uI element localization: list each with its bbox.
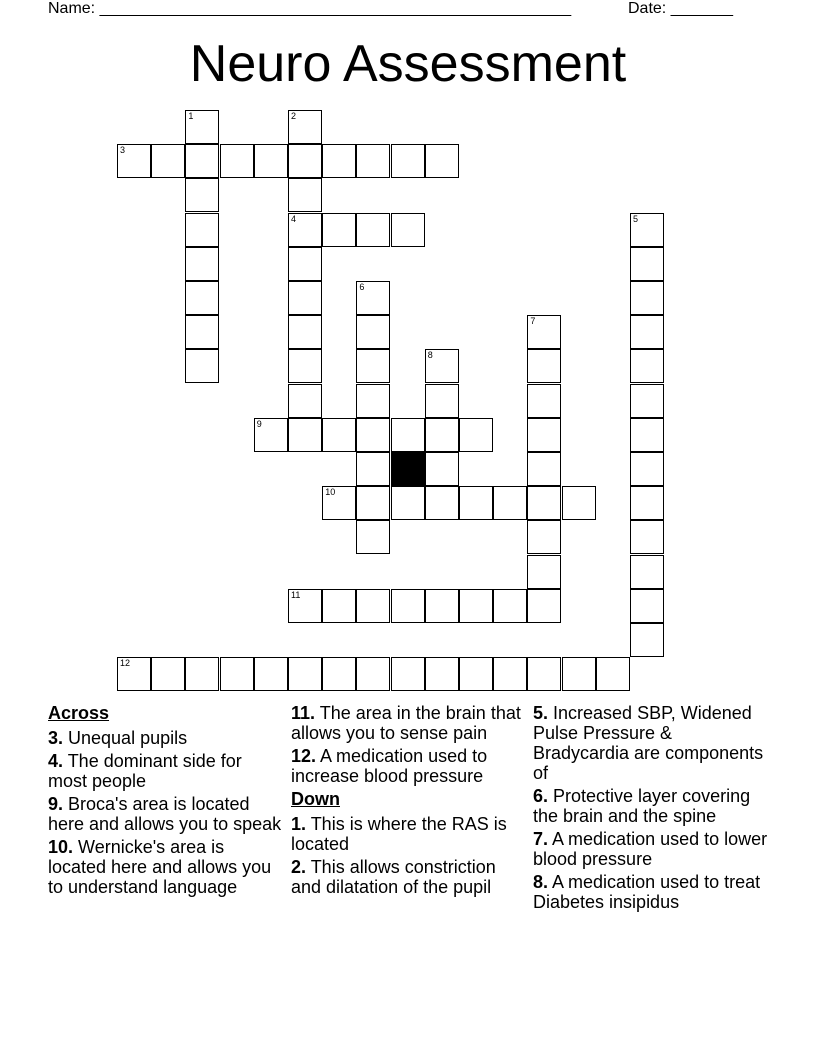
grid-cell[interactable]	[288, 384, 322, 418]
clue-number: 5	[633, 213, 639, 224]
grid-cell[interactable]	[117, 144, 151, 178]
grid-cell[interactable]	[288, 281, 322, 315]
grid-cell[interactable]	[185, 315, 219, 349]
grid-cell[interactable]	[391, 144, 425, 178]
black-cell	[391, 452, 425, 486]
grid-cell[interactable]	[356, 452, 390, 486]
clue-number: 7	[530, 316, 536, 327]
clue-number: 11	[291, 589, 301, 600]
grid-cell[interactable]	[185, 178, 219, 212]
grid-cell[interactable]	[254, 418, 288, 452]
clue-number: 3	[120, 145, 126, 156]
grid-cell[interactable]	[288, 315, 322, 349]
grid-cell[interactable]	[630, 418, 664, 452]
grid-cell[interactable]	[288, 247, 322, 281]
grid-cell[interactable]	[562, 486, 596, 520]
grid-cell[interactable]	[288, 349, 322, 383]
grid-cell[interactable]	[288, 144, 322, 178]
grid-cell[interactable]	[459, 418, 493, 452]
down-heading: Down	[291, 789, 340, 809]
clues-column-3	[533, 703, 769, 915]
grid-cell[interactable]	[356, 486, 390, 520]
page-title: Neuro Assessment	[189, 35, 627, 93]
grid-cell[interactable]	[288, 657, 322, 691]
grid-cell[interactable]	[254, 144, 288, 178]
grid-cell[interactable]	[391, 213, 425, 247]
grid-cell[interactable]	[630, 315, 664, 349]
clue-across-11: 11. The area in the brain that allows you to sense pain	[291, 703, 521, 743]
clue-across-9: 9. Broca's area is located here and allows you to speak	[48, 794, 282, 834]
clue-number: 2	[291, 111, 297, 121]
grid-cell[interactable]	[596, 657, 630, 691]
clue-down-5: 5. Increased SBP, Widened Pulse Pressure & Bradycardia are components of	[533, 703, 764, 783]
clue-down-2: 2. This allows constriction and dilatation of the pupil	[291, 857, 496, 897]
grid-cell[interactable]	[356, 589, 390, 623]
grid-cell[interactable]	[527, 315, 561, 349]
grid-cell[interactable]	[630, 213, 664, 247]
grid-cell[interactable]	[425, 384, 459, 418]
grid-cell[interactable]	[185, 213, 219, 247]
grid-cell[interactable]	[117, 657, 151, 691]
grid-cell[interactable]	[527, 520, 561, 554]
grid-cell[interactable]	[425, 349, 459, 383]
grid-cell[interactable]	[459, 657, 493, 691]
clues-column-1	[48, 703, 284, 900]
grid-cell[interactable]	[356, 384, 390, 418]
clue-number: 1	[188, 111, 194, 121]
grid-cell[interactable]	[425, 144, 459, 178]
grid-cell[interactable]	[185, 281, 219, 315]
grid-cell[interactable]	[630, 349, 664, 383]
clue-across-3: 3. Unequal pupils	[48, 728, 188, 748]
clue-number: 10	[325, 487, 336, 498]
grid-cell[interactable]	[630, 589, 664, 623]
grid-cell[interactable]	[493, 486, 527, 520]
grid-cell[interactable]	[322, 144, 356, 178]
grid-cell[interactable]	[391, 589, 425, 623]
grid-cell[interactable]	[322, 657, 356, 691]
grid-cell[interactable]	[630, 452, 664, 486]
clue-down-8: 8. A medication used to treat Diabetes insipidus	[533, 872, 761, 912]
grid-cell[interactable]	[527, 555, 561, 589]
grid-cell[interactable]	[630, 281, 664, 315]
clue-number: 6	[359, 282, 365, 292]
grid-cell[interactable]	[356, 315, 390, 349]
grid-cell[interactable]	[425, 657, 459, 691]
grid-cell[interactable]	[630, 623, 664, 657]
clue-across-12: 12. A medication used to increase blood pressure	[291, 746, 488, 786]
grid-cell[interactable]	[185, 657, 219, 691]
clue-down-6: 6. Protective layer covering the brain and the spine	[533, 786, 751, 826]
grid-cell[interactable]	[220, 657, 254, 691]
grid-cell[interactable]	[459, 486, 493, 520]
grid-cell[interactable]	[459, 589, 493, 623]
clue-across-4: 4. The dominant side for most people	[48, 751, 242, 791]
grid-cell[interactable]	[356, 281, 390, 315]
clue-down-7: 7. A medication used to lower blood pressure	[533, 829, 768, 869]
grid-cell[interactable]	[562, 657, 596, 691]
grid-cell[interactable]	[425, 418, 459, 452]
grid-cell[interactable]	[425, 452, 459, 486]
grid-cell[interactable]	[220, 144, 254, 178]
grid-cell[interactable]	[185, 349, 219, 383]
grid-cell[interactable]	[356, 520, 390, 554]
grid-cell[interactable]	[288, 110, 322, 144]
date-field[interactable]: Date: _______	[628, 0, 733, 17]
clue-number: 4	[291, 213, 297, 224]
grid-cell[interactable]	[356, 418, 390, 452]
clues-column-2	[291, 703, 527, 900]
grid-cell[interactable]	[527, 657, 561, 691]
grid-cell[interactable]	[630, 520, 664, 554]
grid-cell[interactable]	[527, 589, 561, 623]
grid-cell[interactable]	[391, 486, 425, 520]
grid-cell[interactable]	[288, 178, 322, 212]
grid-cell[interactable]	[630, 486, 664, 520]
clue-number: 9	[256, 418, 262, 429]
grid-cell[interactable]	[527, 452, 561, 486]
grid-cell[interactable]	[493, 589, 527, 623]
grid-cell[interactable]	[288, 589, 322, 623]
grid-cell[interactable]	[288, 213, 322, 247]
grid-cell[interactable]	[322, 589, 356, 623]
grid-cell[interactable]	[151, 144, 185, 178]
grid-cell[interactable]	[185, 110, 219, 144]
grid-cell[interactable]	[527, 486, 561, 520]
grid-cell[interactable]	[254, 657, 288, 691]
clue-across-10: 10. Wernicke's area is located here and allows you to understand language	[48, 837, 272, 897]
grid-cell[interactable]	[288, 418, 322, 452]
grid-cell[interactable]	[391, 418, 425, 452]
grid-cell[interactable]	[322, 213, 356, 247]
grid-cell[interactable]	[527, 418, 561, 452]
grid-cell[interactable]	[185, 247, 219, 281]
grid-cell[interactable]	[527, 349, 561, 383]
grid-cell[interactable]	[356, 349, 390, 383]
grid-cell[interactable]	[630, 555, 664, 589]
grid-cell[interactable]	[630, 384, 664, 418]
grid-cell[interactable]	[356, 657, 390, 691]
grid-cell[interactable]	[356, 213, 390, 247]
grid-cell[interactable]	[630, 247, 664, 281]
grid-cell[interactable]	[151, 657, 185, 691]
across-heading: Across	[48, 703, 110, 723]
grid-cell[interactable]	[185, 144, 219, 178]
name-field[interactable]: Name: _____________________________________________________	[48, 0, 572, 17]
grid-cell[interactable]	[322, 486, 356, 520]
grid-cell[interactable]	[527, 384, 561, 418]
grid-cell[interactable]	[322, 418, 356, 452]
grid-cell[interactable]	[356, 144, 390, 178]
clue-number: 12	[120, 658, 131, 669]
grid-cell[interactable]	[425, 589, 459, 623]
grid-cell[interactable]	[425, 486, 459, 520]
grid-cell[interactable]	[493, 657, 527, 691]
clue-down-1: 1. This is where the RAS is located	[291, 814, 507, 854]
grid-cell[interactable]	[391, 657, 425, 691]
clue-number: 8	[427, 350, 433, 361]
